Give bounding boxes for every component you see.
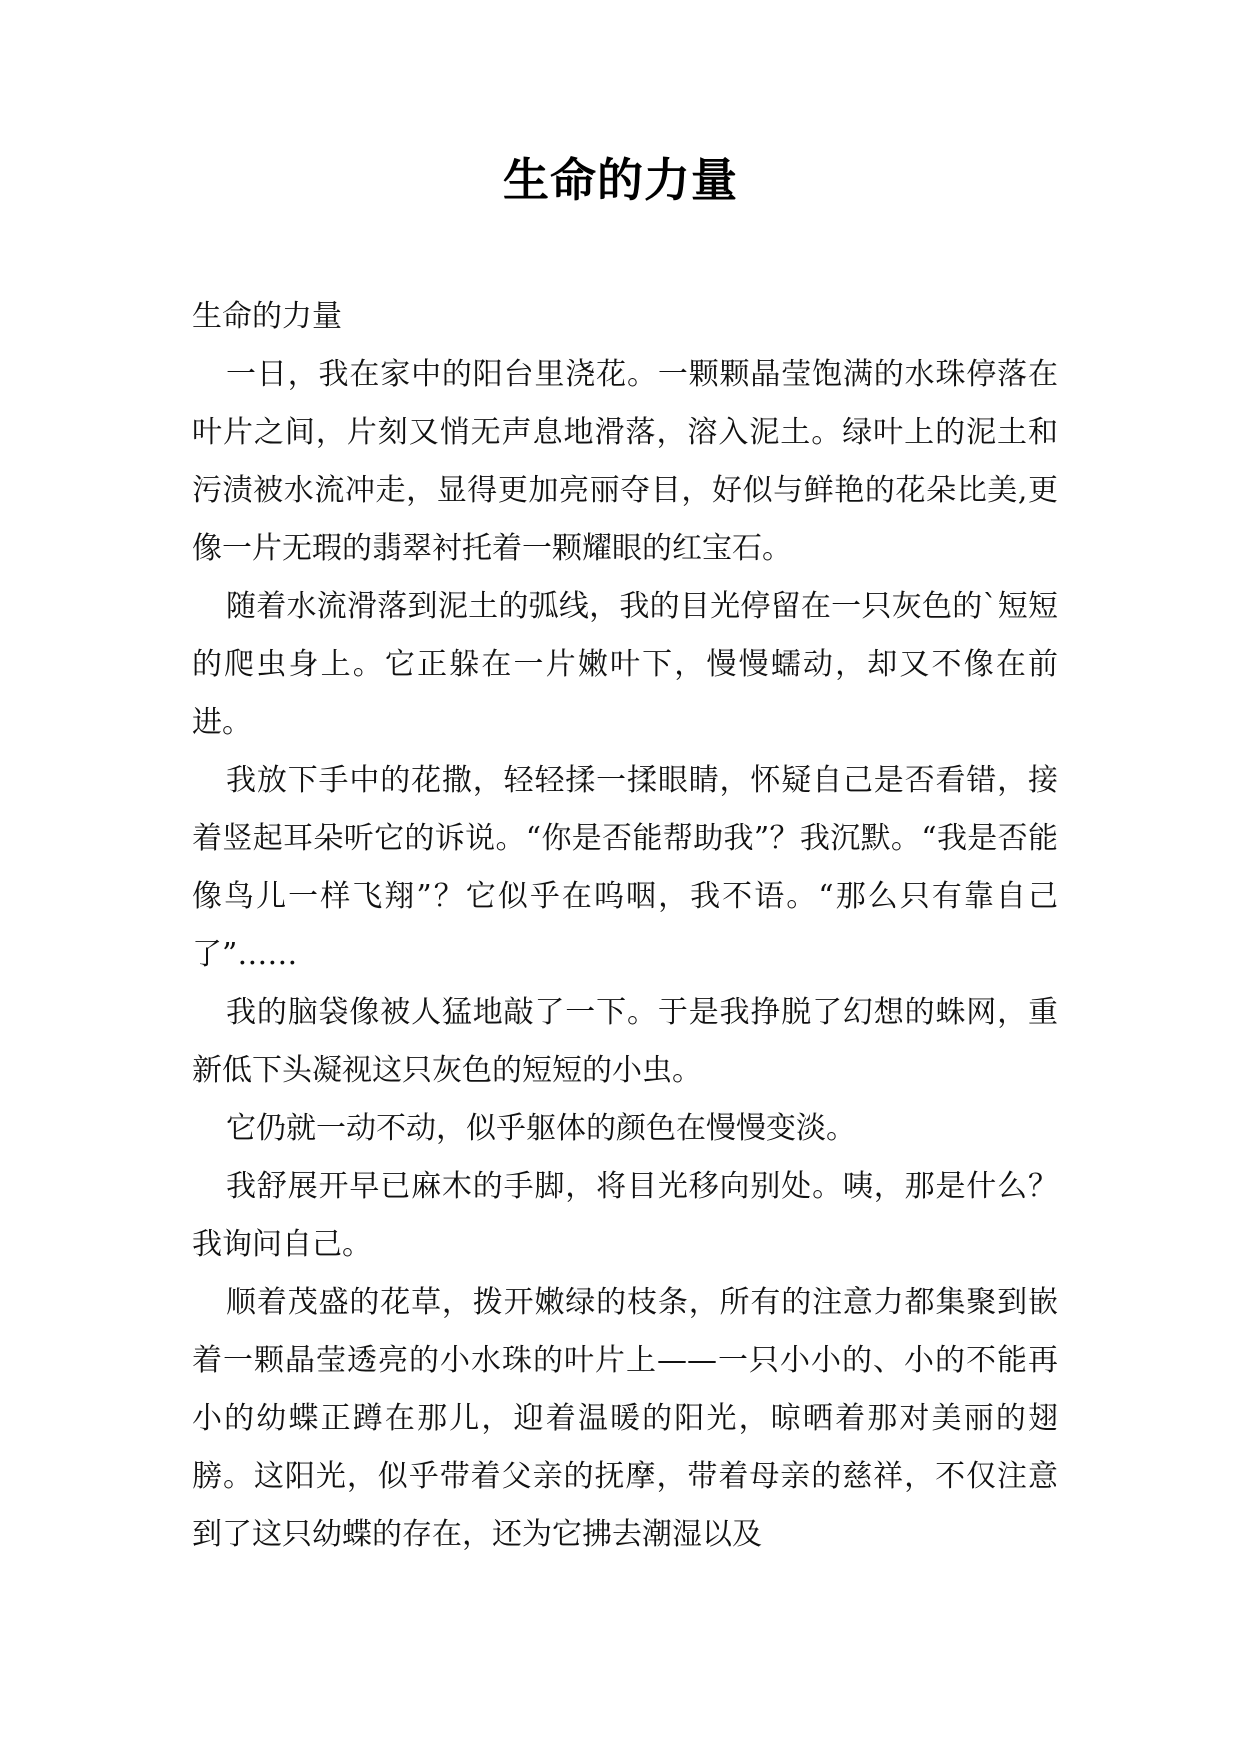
paragraph: 我放下手中的花撒，轻轻揉一揉眼睛，怀疑自己是否看错，接着竖起耳朵听它的诉说。“你是否能帮助我”？我沉默。“我是否能像鸟儿一样飞翔”？它似乎在呜咽，我不语。“那么只有靠自己了”……	[192, 763, 1058, 972]
paragraph: 我舒展开早已麻木的手脚，将目光移向别处。咦，那是什么？我询问自己。	[192, 1169, 1058, 1262]
paragraph: 我的脑袋像被人猛地敲了一下。于是我挣脱了幻想的蛛网，重新低下头凝视这只灰色的短短的小虫。	[192, 995, 1058, 1088]
document-body	[192, 288, 1058, 1564]
paragraph: 顺着茂盛的花草，拨开嫩绿的枝条，所有的注意力都集聚到嵌着一颗晶莹透亮的小水珠的叶片上——一只小小的、小的不能再小的幼蝶正蹲在那儿，迎着温暖的阳光，晾晒着那对美丽的翅膀。这阳光，似乎带着父亲的抚摩，带着母亲的慈祥，不仅注意到了这只幼蝶的存在，还为它拂去潮湿以及	[192, 1285, 1058, 1552]
paragraph-subtitle: 生命的力量	[192, 299, 342, 334]
document-title: 生命的力量	[503, 153, 738, 207]
paragraph: 它仍就一动不动，似乎躯体的颜色在慢慢变淡。	[226, 1111, 856, 1146]
paragraph: 随着水流滑落到泥土的弧线，我的目光停留在一只灰色的`短短的爬虫身上。它正躲在一片嫩叶下，慢慢蠕动，却又不像在前进。	[192, 589, 1058, 740]
paragraph: 一日，我在家中的阳台里浇花。一颗颗晶莹饱满的水珠停落在叶片之间，片刻又悄无声息地滑落，溶入泥土。绿叶上的泥土和污渍被水流冲走，显得更加亮丽夺目，好似与鲜艳的花朵比美,更像一片无瑕的翡翠衬托着一颗耀眼的红宝石。	[192, 357, 1058, 566]
